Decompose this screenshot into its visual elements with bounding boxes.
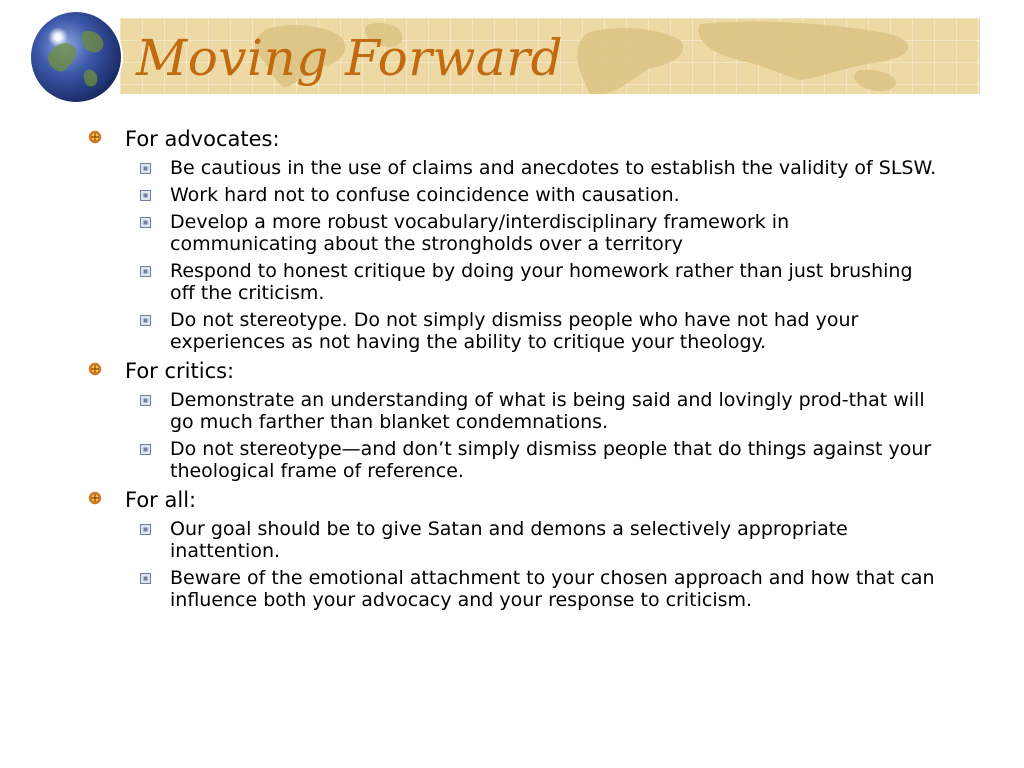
square-bullet-icon bbox=[140, 524, 151, 535]
list-item-text: Do not stereotype. Do not simply dismiss people who have not had your experiences as not having the ability to critique your theology. bbox=[170, 309, 859, 353]
list-item-text: Our goal should be to give Satan and demons a selectively appropriate inattention. bbox=[170, 518, 848, 562]
square-bullet-icon bbox=[140, 573, 151, 584]
list-item bbox=[170, 389, 948, 433]
list-item bbox=[170, 211, 948, 255]
list-item bbox=[170, 567, 948, 611]
section-heading bbox=[88, 487, 948, 513]
square-bullet-icon bbox=[140, 444, 151, 455]
square-bullet-icon bbox=[140, 395, 151, 406]
list-item bbox=[170, 260, 948, 304]
square-bullet-icon bbox=[140, 163, 151, 174]
section-heading bbox=[88, 126, 948, 152]
list-item-text: Develop a more robust vocabulary/interdisciplinary framework in communicating about the strongholds over a territory bbox=[170, 211, 790, 255]
sun-bullet-icon bbox=[88, 491, 102, 505]
section-heading-text: For critics: bbox=[125, 359, 235, 383]
list-item-text: Be cautious in the use of claims and anecdotes to establish the validity of SLSW. bbox=[170, 157, 937, 179]
list-item bbox=[170, 157, 948, 179]
list-item-text: Respond to honest critique by doing your homework rather than just brushing off the criticism. bbox=[170, 260, 913, 304]
sun-bullet-icon bbox=[88, 362, 102, 376]
square-bullet-icon bbox=[140, 315, 151, 326]
list-item bbox=[170, 518, 948, 562]
globe-icon bbox=[31, 12, 121, 102]
square-bullet-icon bbox=[140, 266, 151, 277]
slide-title: Moving Forward bbox=[136, 29, 564, 87]
list-item-text: Work hard not to confuse coincidence with causation. bbox=[170, 184, 680, 206]
list-item-text: Do not stereotype—and don’t simply dismiss people that do things against your theological frame of reference. bbox=[170, 438, 932, 482]
list-item-text: Beware of the emotional attachment to your chosen approach and how that can influence both your advocacy and your response to criticism. bbox=[170, 567, 935, 611]
list-item bbox=[170, 438, 948, 482]
section-heading-text: For advocates: bbox=[125, 127, 280, 151]
sun-bullet-icon bbox=[88, 130, 102, 144]
section-heading bbox=[88, 358, 948, 384]
list-item-text: Demonstrate an understanding of what is being said and lovingly prod-that will go much farther than blanket condemnations. bbox=[170, 389, 925, 433]
square-bullet-icon bbox=[140, 190, 151, 201]
section-heading-text: For all: bbox=[125, 488, 197, 512]
square-bullet-icon bbox=[140, 217, 151, 228]
list-item bbox=[170, 184, 948, 206]
slide-body bbox=[88, 122, 948, 611]
list-item bbox=[170, 309, 948, 353]
